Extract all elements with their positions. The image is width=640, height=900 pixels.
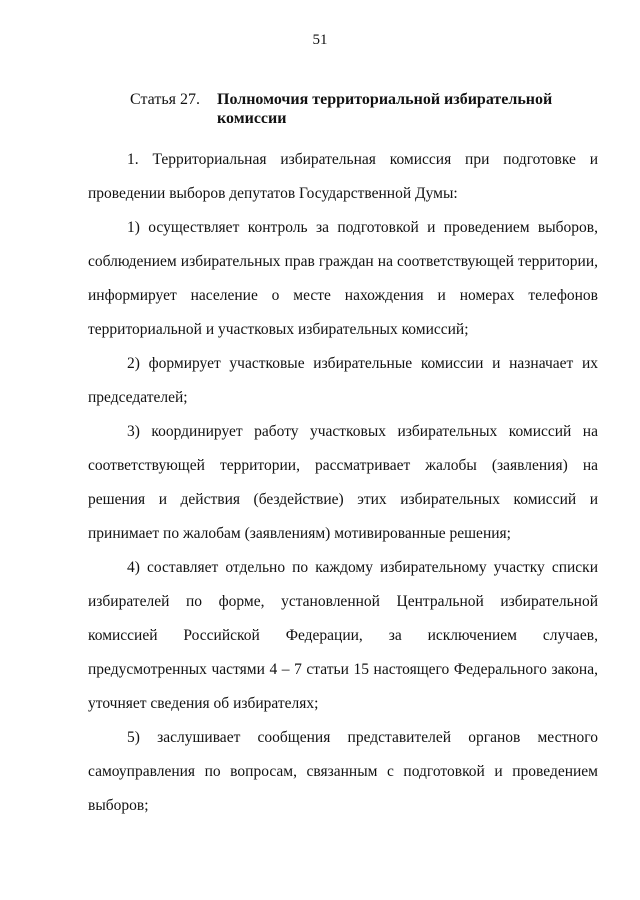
paragraph-item-2: 2) формирует участковые избирательные комиссии и назначает их председателей; bbox=[88, 355, 598, 406]
paragraph-item-5: 5) заслушивает сообщения представителей органов местного самоуправления по вопросам, связанным с подготовкой и проведением выборов; bbox=[88, 729, 598, 814]
page-number: 51 bbox=[312, 32, 328, 48]
paragraph-item-4: 4) составляет отдельно по каждому избирательному участку списки избирателей по форме, установленной Центральной избирательной комиссией Российской Федерации, за исключением случаев, предусмотренных частями 4 – 7 статьи 15 настоящего Федерального закона, уточняет сведения об избирателях; bbox=[88, 559, 598, 712]
article-title: Полномочия территориальной избирательной комиссии bbox=[217, 91, 553, 127]
paragraph-1: 1. Территориальная избирательная комиссия при подготовке и проведении выборов депутатов Государственной Думы: bbox=[88, 151, 598, 202]
paragraph-item-3: 3) координирует работу участковых избирательных комиссий на соответствующей территории, рассматривает жалобы (заявления) на решения и действия (бездействие) этих избирательных комиссий и принимает по жалобам (заявлениям) мотивированные решения; bbox=[88, 423, 598, 542]
paragraph-item-1: 1) осуществляет контроль за подготовкой и проведением выборов, соблюдением избирательных прав граждан на соответствующей территории, информирует население о месте нахождения и номерах телефонов территориальной и участковых избирательных комиссий; bbox=[88, 219, 598, 338]
article-body bbox=[88, 143, 598, 823]
article-label: Статья 27. bbox=[130, 91, 200, 108]
